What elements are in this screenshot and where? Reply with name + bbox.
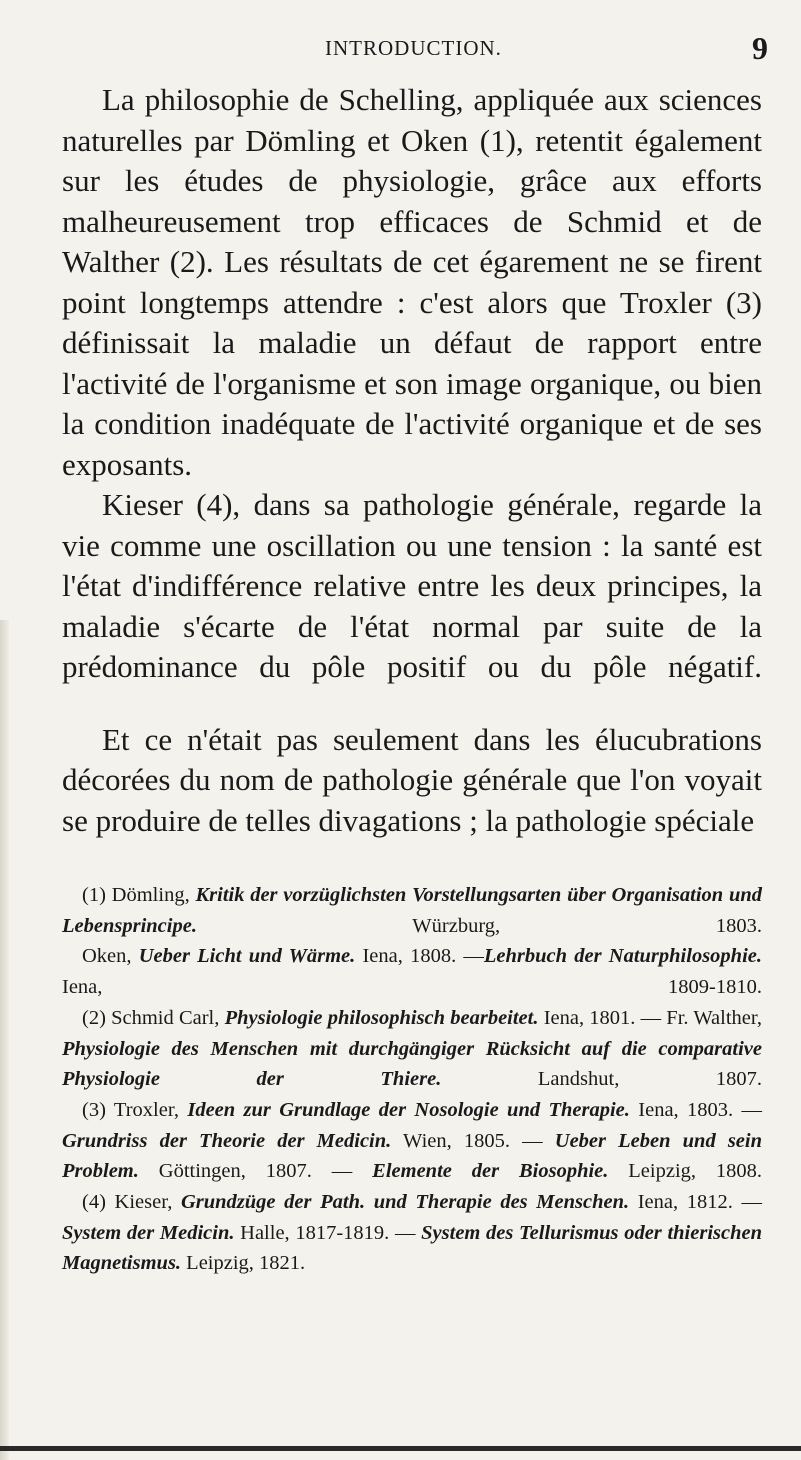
footnote-place: Iena, 1809-1810. <box>62 976 762 999</box>
footnote-place: Halle, 1817-1819. — <box>240 1221 416 1244</box>
footnote-title: Physiologie des Menschen mit durchgängiger Rücksicht auf die comparative Physiologie der Thiere. <box>62 1037 762 1091</box>
paragraph-3: Et ce n'était pas seulement dans les élucubrations décorées du nom de pathologie générale que l'on voyait se produire de telles divagations ; la pathologie spéciale <box>62 721 762 838</box>
footnote-place: Leipzig, 1821. <box>186 1252 306 1275</box>
footnote-title: Lehrbuch der Naturphilosophie. <box>483 945 762 968</box>
footnote-author: Oken, <box>82 945 132 968</box>
footnote-author: Kieser, <box>114 1191 173 1214</box>
footnote-place: Leipzig, 1808. <box>628 1160 763 1183</box>
footnotes <box>62 880 762 1279</box>
page-bottom-edge <box>0 1446 801 1451</box>
footnote-title: System der Medicin. <box>62 1221 235 1244</box>
footnote-title: Grundzüge der Path. und Therapie des Menschen. <box>180 1191 630 1214</box>
running-title: INTRODUCTION. <box>325 36 502 60</box>
footnote-title: Ueber Leben und sein Problem. <box>62 1129 762 1183</box>
footnote-2 <box>62 1003 762 1095</box>
page-header <box>60 30 780 74</box>
footnote-title: Ueber Licht und Wärme. <box>138 945 356 968</box>
footnote-place: Iena, 1803. — <box>638 1098 763 1121</box>
footnote-marker: (2) <box>82 1006 106 1029</box>
footnote-1-cont <box>62 941 762 1002</box>
footnote-place: Iena, 1801. — Fr. Walther, <box>543 1006 763 1029</box>
footnote-marker: (1) <box>82 884 106 906</box>
footnote-title: Kritik der vorzüglichsten Vorstellungsarten über Organisation und Lebensprincipe. <box>62 884 763 937</box>
footnote-place: Iena, 1812. — <box>637 1191 763 1214</box>
footnote-1 <box>62 880 762 941</box>
paragraph-1: La philosophie de Schelling, appliquée aux sciences naturelles par Dömling et Oken (1), retentit également sur les études de physiologie, grâce aux efforts malheureusement trop efficaces de Schmid et de Walther (2). Les résultats de cet égarement ne se firent point longtemps attendre : c'est alors que Troxler (3) définissait la maladie un défaut de rapport entre l'activité de l'organisme et son image organique, ou bien la condition inadéquate de l'activité organique et de ses exposants. <box>62 82 762 482</box>
footnote-marker: (4) <box>82 1191 106 1214</box>
footnote-author: Troxler, <box>113 1098 179 1121</box>
footnote-4 <box>62 1187 762 1279</box>
footnote-title: Elemente der Biosophie. <box>372 1160 609 1183</box>
footnote-place: Würzburg, 1803. <box>412 914 762 937</box>
paragraph-2: Kieser (4), dans sa pathologie générale, regarde la vie comme une oscillation ou une tension : la santé est l'état d'indifférence relative entre les deux principes, la maladie s'écarte de l'état normal par suite de la prédominance du pôle positif ou du pôle négatif. <box>62 487 762 684</box>
footnote-place: Wien, 1805. — <box>403 1129 543 1152</box>
footnote-place: Landshut, 1807. <box>537 1068 763 1091</box>
footnote-title: Ideen zur Grundlage der Nosologie und Therapie. <box>187 1098 630 1121</box>
footnote-author: Dömling, <box>111 884 190 906</box>
footnote-place: Göttingen, 1807. — <box>158 1160 353 1183</box>
footnote-place: Iena, 1808. — <box>362 945 484 968</box>
footnote-3 <box>62 1095 762 1187</box>
main-text <box>62 80 762 841</box>
footnote-title: Grundriss der Theorie der Medicin. <box>62 1129 392 1152</box>
footnote-marker: (3) <box>82 1098 106 1121</box>
footnote-author: Schmid Carl, <box>111 1006 220 1029</box>
footnote-title: System des Tellurismus oder thierischen Magnetismus. <box>62 1221 762 1275</box>
footnote-title: Physiologie philosophisch bearbeitet. <box>224 1006 539 1029</box>
page-gutter-shadow <box>0 620 9 1460</box>
page-number: 9 <box>752 30 768 66</box>
